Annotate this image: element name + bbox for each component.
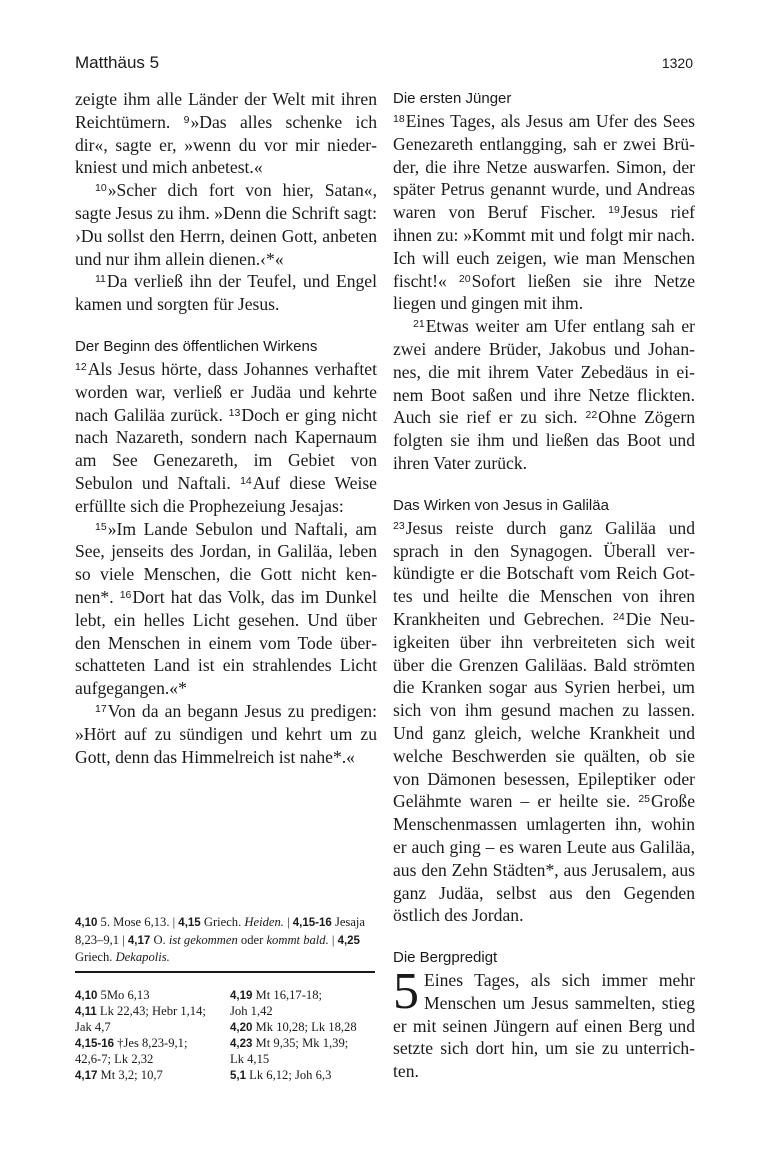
paragraph: $^{10}$»Scher dich fort von hier, Satan«, sagte Jesus zu ihm. »Denn die Schrift sagt: ›Du sollst den Herrn, deinen Gott, anbeten und nur ihm allein dienen.‹*« (75, 180, 377, 269)
divider (75, 971, 375, 973)
verse-number: 10 (95, 182, 107, 195)
paragraph: $^{15}$»Im Lande Sebulon und Naftali, am See, jenseits des Jordan, in Galiläa, leben so viele Menschen, die Gott nicht kennen*. $^{16}$Dort hat das Volk, das im Dunkel lebt, ein helles Licht gesehen. Und über den Menschen in einem vom Tode überschatteten Land ist ein strahlendes Licht aufgegangen.«* (75, 518, 378, 699)
verse-number: 21 (413, 318, 425, 331)
xref-row: 4,10 5Mo 6,13 4,19 Mt 16,17-18; (75, 988, 323, 1002)
paragraph: $^{17}$Von da an begann Jesus zu predigen: »Hört auf zu sündigen und kehrt um zu Gott, denn das Himmelreich ist nahe*.« (75, 700, 377, 767)
paragraph: $^{18}$Eines Tages, als Jesus am Ufer des Sees Genezareth entlangging, sah er zwei Brüder, die ihre Netze auswarfen. Simon, der später Petrus genannt wurde, und Andreas waren von Beruf Fischer. $^{19}$Jesus rief ihnen zu: »Kommt mit und folgt mir nach. Ich will euch zeigen, wie man Menschen fischt!« $^{20}$Sofort ließen sie ihre Netze liegen und gingen mit ihm. (393, 111, 695, 314)
xref-row: 4,15-16 †Jes 8,23-9,1; 4,23 Mt 9,35; Mk 1,39; (75, 1036, 349, 1050)
verse-number: 18 (393, 113, 405, 125)
verse-number: 20 (458, 272, 471, 285)
xref-row: 42,6-7; Lk 2,32 Lk 4,15 (75, 1052, 270, 1066)
chapter-drop-cap: 5 (393, 963, 419, 1021)
paragraph: $^{21}$Etwas weiter am Ufer entlang sah er zwei andere Brüder, Jakobus und Johannes, die mit ihrem Vater Zebedäus in einem Boot saßen und ihre Netze flickten. Auch sie rief er zu sich. $^{22}$Ohne Zögern folgten sie ihm und ließen das Boot und ihren Vater zurück. (393, 316, 695, 473)
paragraph: $^{11}$Da verließ ihn der Teufel, und Engel kamen und sorgten für Jesus. (75, 271, 377, 315)
verse-number: 16 (119, 588, 132, 601)
page-header (75, 53, 693, 77)
cross-references (75, 987, 377, 1083)
verse-number: 23 (393, 519, 405, 532)
verse-number: 11 (95, 273, 106, 286)
verse-number: 25 (638, 793, 651, 806)
left-column (75, 88, 377, 768)
section-heading: Der Beginn des öffentlichen Wirkens (75, 337, 318, 355)
paragraph: $^{12}$Als Jesus hörte, dass Johannes verhaftet worden war, verließ er Judäa und kehrte nach Galiläa zurück. $^{13}$Doch er ging nicht nach Nazareth, sondern nach Kapernaum am See Genezareth, im Gebiet von Sebulon und Naftali. $^{14}$Auf diese Weise erfüllte sich die Prophezeiung Jesajas: (75, 358, 377, 516)
verse-number: 13 (228, 406, 241, 419)
verse-number: 19 (608, 204, 620, 217)
section-heading: Das Wirken von Jesus in Galiläa (393, 496, 609, 514)
book-chapter-title: Matthäus 5 (75, 53, 160, 72)
section-heading: Die ersten Jünger (393, 90, 512, 107)
verse-number: 15 (95, 520, 107, 533)
verse-number: 12 (75, 360, 87, 373)
footnotes (75, 914, 377, 966)
xref-row: Jak 4,7 4,20 Mk 10,28; Lk 18,28 (75, 1020, 357, 1034)
verse-number: 9 (183, 113, 190, 126)
xref-row: 4,17 Mt 3,2; 10,7 5,1 Lk 6,12; Joh 6,3 (75, 1068, 332, 1082)
verse-number: 24 (613, 610, 625, 623)
verse-number: 22 (585, 409, 598, 422)
paragraph: $^{23}$Jesus reiste durch ganz Galiläa und sprach in den Synagogen. Überall verkündigte er die Botschaft vom Reich Gottes und heilte die Menschen von ihren Krankheiten und Gebrechen. $^{24}$Die Neuigkeiten über ihn verbreiteten sich weit über die Grenzen Galiläas. Bald strömten die Kranken sogar aus Syrien herbei, um sich von ihm gesund machen zu lassen. Und ganz gleich, welche Krankheit und welche Beschwerden sie quälten, ob sie von Dämonen besessen, Epileptiker oder Gelähmte waren – er heilte sie. $^{25}$Große Menschenmassen umlagerten ihn, wohin er auch ging – es waren Leute aus Galiläa, aus den Zehn Städten*, aus Jerusalem, aus ganz Judäa, selbst aus den Gegenden östlich des Jordan. (393, 517, 695, 926)
page-number: 1320 (661, 55, 693, 71)
paragraph: 5 Eines Tages, als sich immer mehr Menschen um Jesus sammelten, stieg er mit seinen Jüngern auf einen Berg und setzte sich dort hin, um sie zu unterrichten. (393, 963, 695, 1082)
verse-number: 17 (95, 702, 107, 715)
right-column (393, 88, 695, 1083)
xref-row: 4,11 Lk 22,43; Hebr 1,14; Joh 1,42 (75, 1004, 273, 1018)
verse-number: 14 (240, 474, 252, 487)
section-heading: Die Bergpredigt (393, 949, 498, 967)
paragraph: zeigte ihm alle Länder der Welt mit ihren Reichtümern. $^9$»Das alles schenke ich dir«, sagte er, »wenn du vor mir niederkniest und mich anbetest.« (75, 89, 377, 178)
footnote-text: 4,10 5. Mose 6,13. | 4,15 Griech. Heiden. | 4,15-16 Jesaja 8,23–9,1 | 4,17 O. ist gekommen oder kommt bald. | 4,25 Griech. Dekapolis. (75, 915, 366, 964)
